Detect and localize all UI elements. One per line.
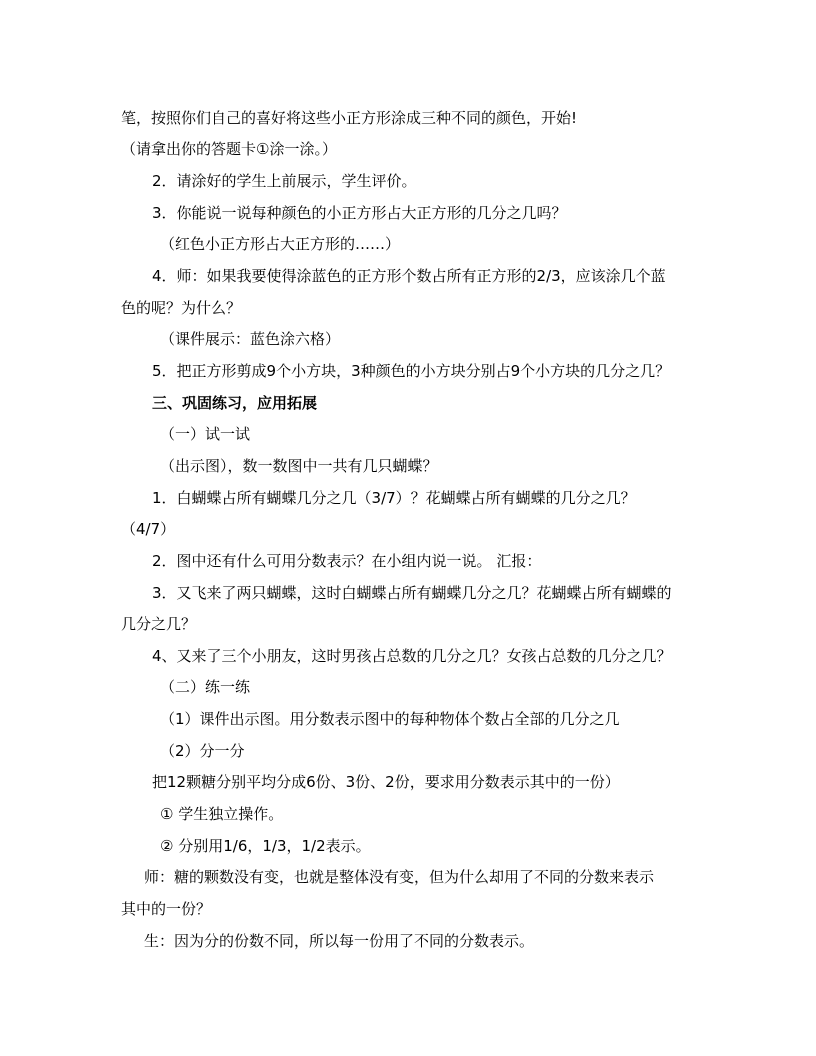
text-line: 几分之几？	[121, 615, 197, 633]
text-line: （课件展示：蓝色涂六格）	[160, 330, 341, 348]
text-line: （出示图），数一数图中一共有几只蝴蝶？	[160, 457, 438, 475]
text-line: 4、又来了三个小朋友，这时男孩占总数的几分之几？女孩占总数的几分之几？	[152, 647, 672, 665]
text-line: （2）分一分	[160, 742, 245, 760]
text-line: 4．师：如果我要使得涂蓝色的正方形个数占所有正方形的2/3，应该涂几个蓝	[152, 267, 666, 285]
text-line: 1．白蝴蝶占所有蝴蝶几分之几（3/7）？花蝴蝶占所有蝴蝶的几分之几？	[152, 489, 636, 507]
text-line: （红色小正方形占大正方形的……）	[160, 235, 401, 253]
text-line: 生：因为分的份数不同，所以每一份用了不同的分数表示。	[144, 932, 535, 950]
text-line: 把12颗糖分别平均分成6份、3份、2份，要求用分数表示其中的一份）	[152, 773, 620, 791]
text-line: ② 分别用1/6，1/3，1/2表示。	[160, 837, 371, 855]
text-line: ① 学生独立操作。	[160, 805, 284, 823]
text-line: 5．把正方形剪成9个小方块，3种颜色的小方块分别占9个小方块的几分之几？	[152, 362, 671, 380]
text-line: 笔，按照你们自己的喜好将这些小正方形涂成三种不同的颜色，开始!	[121, 109, 578, 127]
text-line: 3．又飞来了两只蝴蝶，这时白蝴蝶占所有蝴蝶几分之几？花蝴蝶占所有蝴蝶的	[152, 584, 672, 602]
subsection-heading: （二）练一练	[160, 678, 251, 696]
text-line: 3．你能说一说每种颜色的小正方形占大正方形的几分之几吗？	[152, 204, 567, 222]
subsection-heading: （一）试一试	[160, 425, 251, 443]
text-line: （请拿出你的答题卡①涂一涂。）	[121, 140, 337, 158]
text-line: （1）课件出示图。用分数表示图中的每种物体个数占全部的几分之几	[160, 710, 620, 728]
text-line: 2．图中还有什么可用分数表示？在小组内说一说。 汇报：	[152, 552, 542, 570]
section-heading: 三、巩固练习，应用拓展	[152, 394, 318, 412]
text-line: 色的呢？为什么？	[121, 299, 242, 317]
text-line: 2．请涂好的学生上前展示，学生评价。	[152, 172, 417, 190]
text-line: 其中的一份？	[121, 900, 212, 918]
text-line: 师：糖的颗数没有变，也就是整体没有变，但为什么却用了不同的分数来表示	[144, 868, 655, 886]
text-line: （4/7）	[121, 520, 176, 538]
